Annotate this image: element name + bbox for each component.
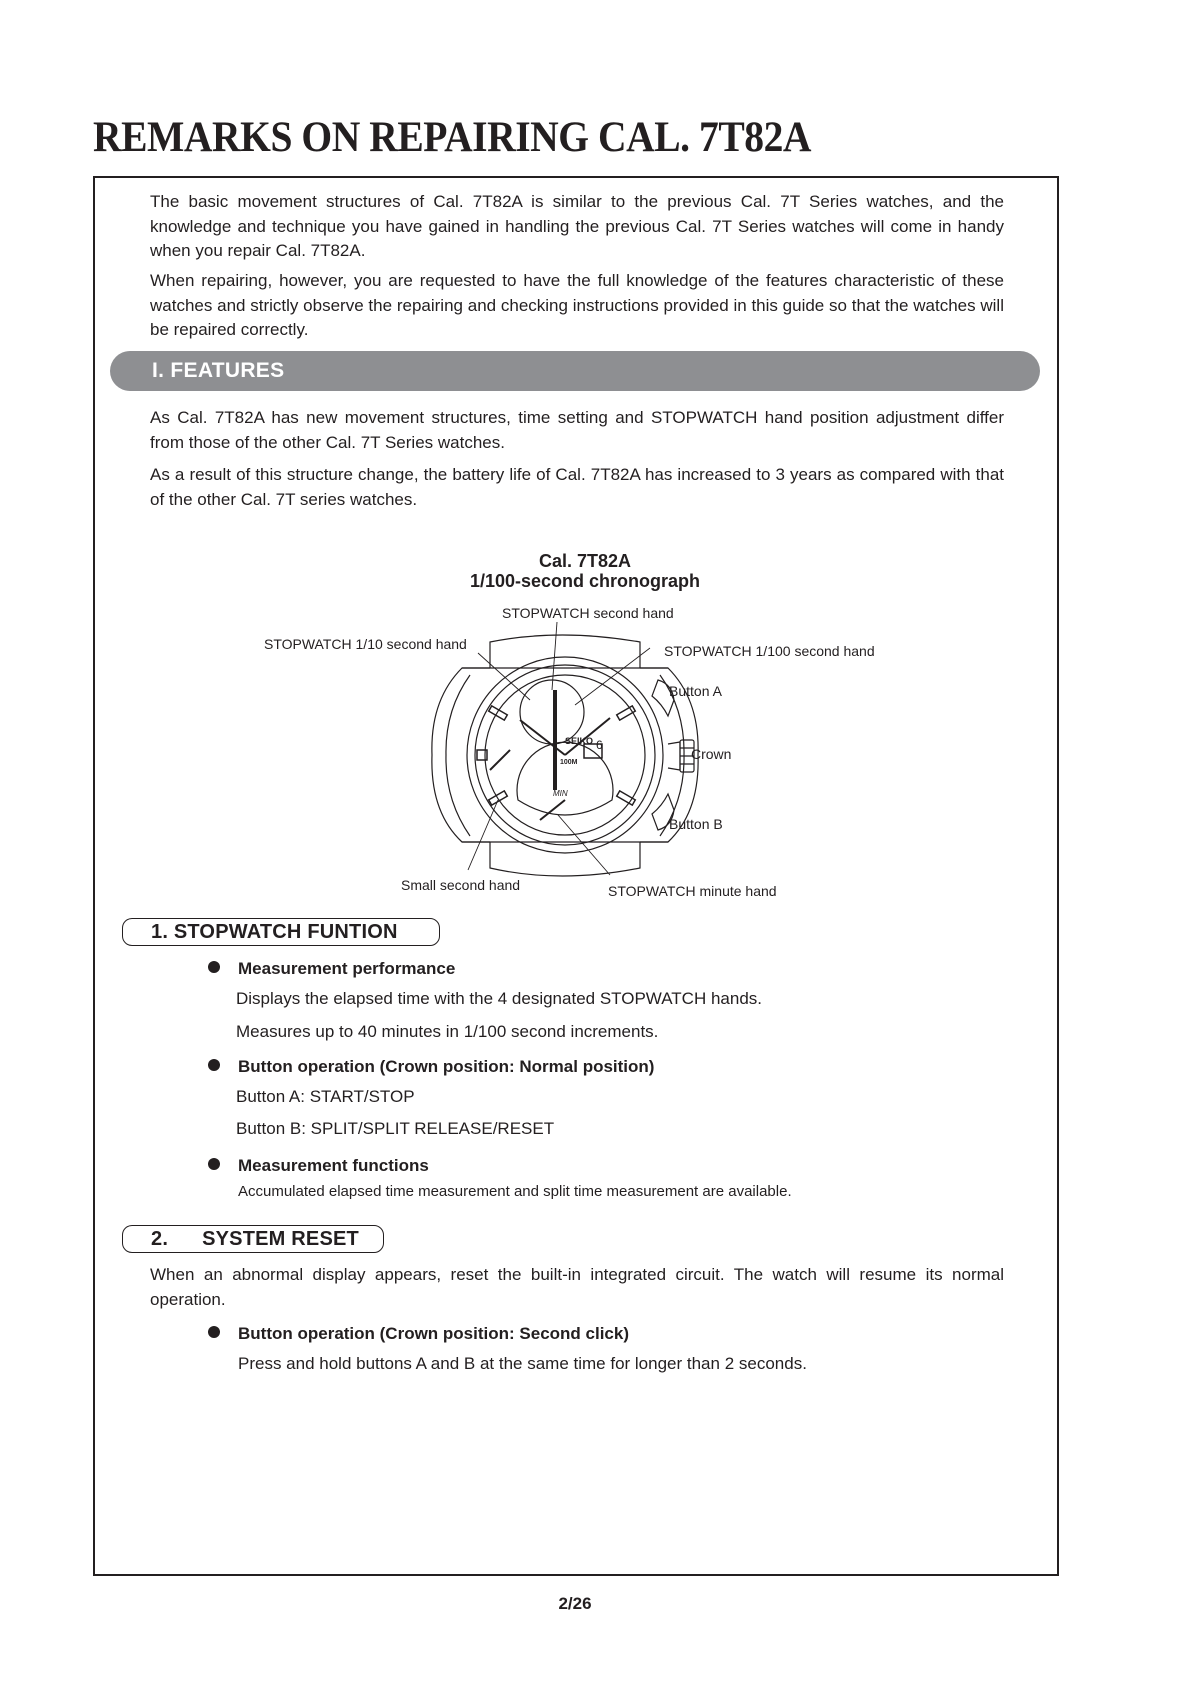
bullet-item-reset-button-operation <box>208 1323 629 1345</box>
subsection-heading-label: 1. STOPWATCH FUNTION <box>151 921 398 943</box>
body-line: Displays the elapsed time with the 4 designated STOPWATCH hands. <box>236 989 762 1008</box>
subdial-minute <box>517 742 613 815</box>
subdial-label: MIN <box>553 789 568 798</box>
system-reset-paragraph: When an abnormal display appears, reset the built-in integrated circuit. The watch will resume its normal operation. <box>150 1265 1004 1309</box>
bullet-icon <box>208 1158 220 1170</box>
body-line: Button B: SPLIT/SPLIT RELEASE/RESET <box>236 1119 555 1138</box>
intro-paragraph-2: When repairing, however, you are requested to have the full knowledge of the features characteristic of these watches and strictly observe the repairing and checking instructions provided in this guide so that the watches will be repaired correctly. <box>150 271 1004 339</box>
bullet-title: Button operation (Crown position: Second click) <box>238 1324 629 1343</box>
section-heading-label: I. FEATURES <box>152 359 285 382</box>
subsection-heading-label: 2. SYSTEM RESET <box>151 1228 359 1250</box>
bullet-title: Button operation (Crown position: Normal position) <box>238 1057 655 1076</box>
intro-paragraph-1: The basic movement structures of Cal. 7T82A is similar to the previous Cal. 7T Series watches, and the knowledge and technique you have gained in handling the previous Cal. 7T Series watches will come in handy when you repair Cal. 7T82A. <box>150 192 1004 260</box>
hour-hand <box>520 720 565 755</box>
callout-stopwatch-minute-hand: STOPWATCH minute hand <box>608 883 777 899</box>
watch-lug-bottom <box>490 842 640 876</box>
bullet-item-measurement-performance <box>208 958 455 980</box>
callout-button-b: Button B <box>669 816 723 832</box>
callout-button-a: Button A <box>669 683 722 699</box>
bullet-item-button-operation <box>208 1056 654 1078</box>
body-line: Button A: START/STOP <box>236 1087 415 1106</box>
dial-date: 6 <box>596 738 603 752</box>
bullet-item-measurement-functions <box>208 1155 429 1177</box>
small-second-hand <box>490 750 510 770</box>
watch-lug-top <box>490 635 640 668</box>
bullet-icon <box>208 1059 220 1071</box>
body-line: Accumulated elapsed time measurement and split time measurement are available. <box>238 1183 792 1200</box>
bullet-icon <box>208 961 220 973</box>
figure-subtitle: 1/100-second chronograph <box>469 571 701 591</box>
figure-title: Cal. 7T82A <box>538 551 632 571</box>
stopwatch-minute-hand <box>540 800 565 820</box>
bullet-title: Measurement functions <box>238 1156 429 1175</box>
dial-brand: SEIKO <box>565 736 594 746</box>
callout-stopwatch-second-hand: STOPWATCH second hand <box>502 605 674 621</box>
callout-stopwatch-hundredth-hand: STOPWATCH 1/100 second hand <box>664 643 875 659</box>
body-line: Measures up to 40 minutes in 1/100 second increments. <box>236 1022 659 1041</box>
page-number: 2/26 <box>558 1594 592 1613</box>
subsection-heading-stopwatch-function <box>122 918 440 946</box>
subsection-heading-system-reset <box>122 1225 384 1253</box>
callout-crown: Crown <box>691 746 732 762</box>
bullet-icon <box>208 1326 220 1338</box>
callout-small-second-hand: Small second hand <box>401 877 521 893</box>
bullet-title: Measurement performance <box>238 959 456 978</box>
body-line: Press and hold buttons A and B at the same time for longer than 2 seconds. <box>238 1354 807 1373</box>
features-paragraph-2: As a result of this structure change, the battery life of Cal. 7T82A has increased to 3 years as compared with that of the other Cal. 7T series watches. <box>150 465 1004 509</box>
features-paragraph-1: As Cal. 7T82A has new movement structures, time setting and STOPWATCH hand position adjustment differ from those of the other Cal. 7T Series watches. <box>150 408 1004 452</box>
page-title: REMARKS ON REPAIRING CAL. 7T82A <box>93 114 812 161</box>
dial-depth: 100M <box>560 759 578 766</box>
callout-stopwatch-tenth-hand: STOPWATCH 1/10 second hand <box>264 636 467 652</box>
